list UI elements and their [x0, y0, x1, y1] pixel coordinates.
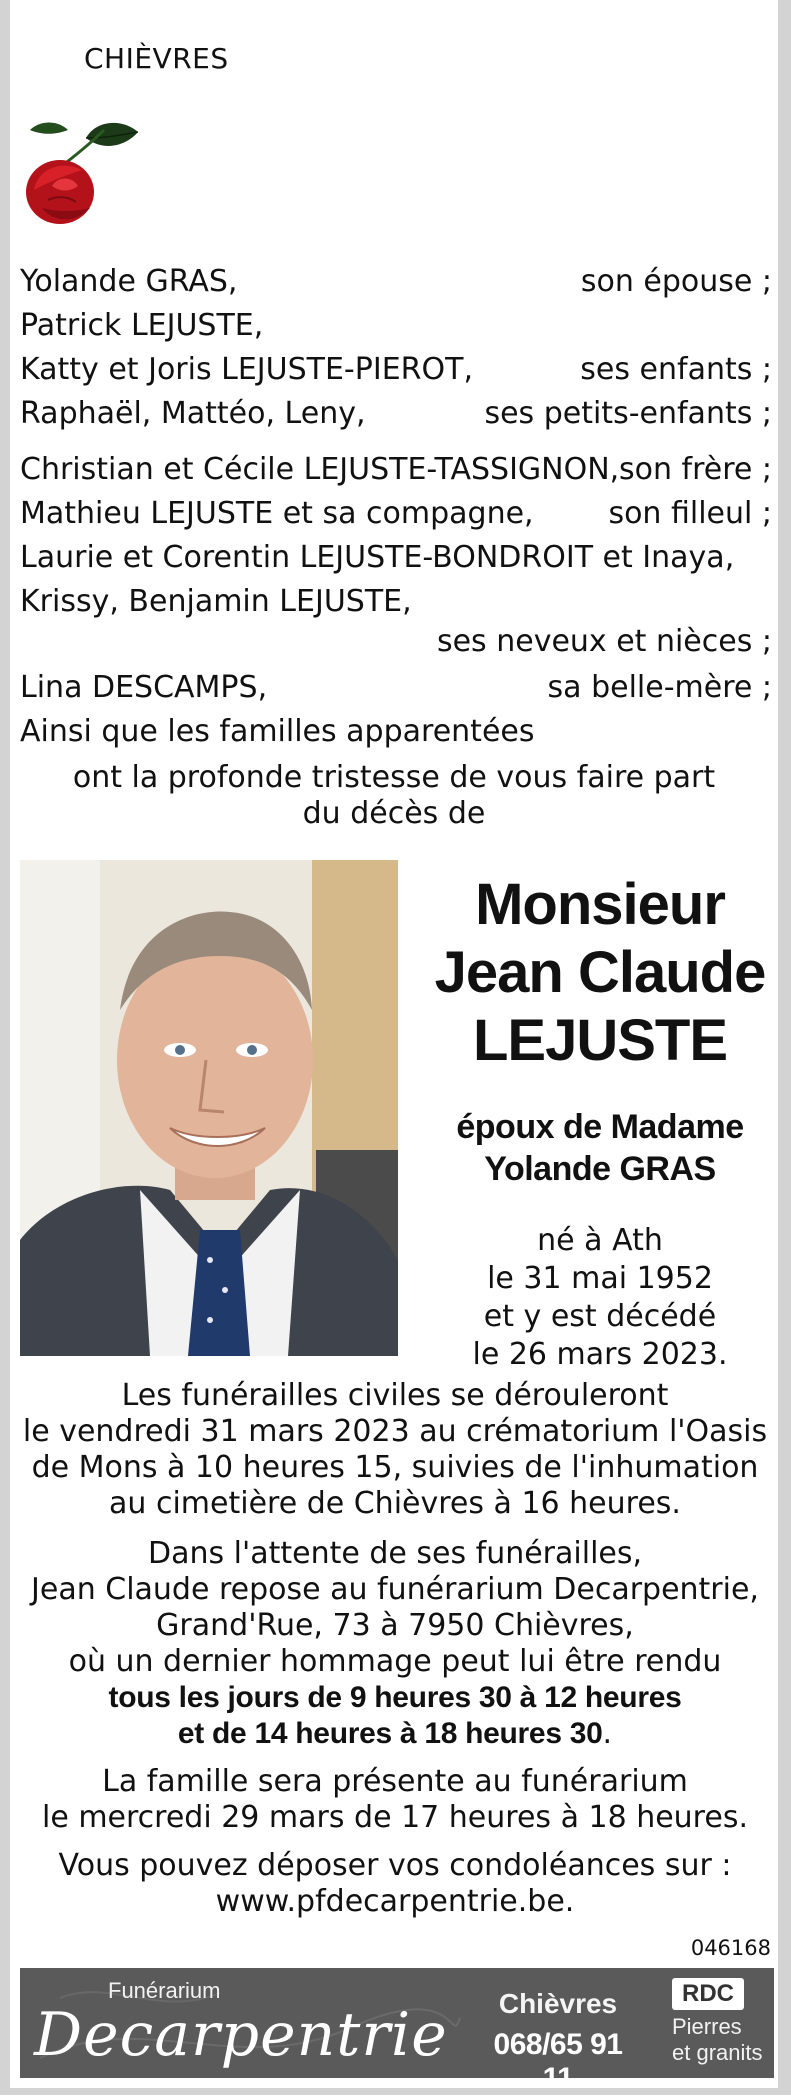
funeral-home-phone[interactable]: 068/65 91 11 — [493, 2028, 623, 2095]
funeral-home-town: Chièvres — [498, 1988, 618, 2019]
relative-name: Patrick LEJUSTE, — [20, 308, 264, 343]
relative-row — [20, 666, 772, 710]
rose-icon — [22, 112, 142, 242]
funeral-info: Les funérailles civiles se dérouleront — [121, 1378, 669, 1413]
relative-role: son épouse ; — [580, 264, 772, 299]
relative-row — [20, 492, 772, 536]
death-line: le 26 mars 2023. — [472, 1337, 728, 1372]
deceased-first-name: Jean Claude — [434, 940, 766, 1005]
visiting-hours — [10, 1716, 780, 1752]
relative-row — [20, 348, 772, 392]
family-info: le mercredi 29 mars de 17 heures à 18 heures. — [42, 1800, 748, 1835]
town-heading: CHIÈVRES — [84, 42, 229, 75]
relative-row — [20, 392, 772, 436]
funeral-info: le vendredi 31 mars 2023 au crématorium l'Oasis — [22, 1414, 768, 1449]
announcement-line: du décès de — [302, 796, 486, 831]
announcement-line: ont la profonde tristesse de vous faire part — [72, 760, 716, 795]
rest-info: Jean Claude repose au funérarium Decarpentrie, — [31, 1572, 759, 1607]
bottom-border — [0, 2088, 791, 2095]
rest-info: Grand'Rue, 73 à 7950 Chièvres, — [156, 1608, 634, 1643]
visiting-hours-end: . — [602, 1716, 613, 1751]
stones-label: Pierres — [672, 2014, 742, 2039]
granite-label: et granits — [672, 2040, 763, 2065]
portrait-photo — [20, 860, 398, 1356]
relative-row — [20, 580, 772, 624]
relative-name: Laurie et Corentin LEJUSTE-BONDROIT et Inaya, — [20, 540, 735, 575]
relative-row — [20, 304, 772, 348]
birth-line: né à Ath — [537, 1223, 663, 1258]
condolences-link[interactable]: www.pfdecarpentrie.be. — [215, 1884, 575, 1919]
rest-info: Dans l'attente de ses funérailles, — [147, 1536, 643, 1571]
left-border — [0, 0, 10, 2095]
rdc-badge: RDC — [672, 1978, 744, 2010]
funeral-home-name: Decarpentrie — [34, 2000, 448, 2070]
spouse-line: Yolande GRAS — [484, 1150, 716, 1188]
relative-role: son frère ; — [618, 452, 772, 487]
relative-name: Ainsi que les familles apparentées — [20, 714, 535, 749]
funeral-home-banner — [20, 1968, 774, 2095]
relative-name: Lina DESCAMPS, — [20, 670, 268, 705]
funeral-home-subtitle: Funérarium — [108, 1978, 221, 2003]
relative-row — [20, 448, 772, 492]
relative-role: son filleul ; — [608, 496, 772, 531]
family-info: La famille sera présente au funérarium — [102, 1764, 688, 1799]
visiting-hours: tous les jours de 9 heures 30 à 12 heures — [108, 1681, 682, 1714]
relative-row — [20, 536, 772, 580]
relative-row — [20, 710, 772, 754]
relative-role: ses petits-enfants ; — [484, 396, 772, 431]
relative-role: ses enfants ; — [580, 352, 772, 387]
reference-number: 046168 — [690, 1936, 771, 1960]
birth-line: le 31 mai 1952 — [487, 1261, 713, 1296]
relative-name: Katty et Joris LEJUSTE-PIEROT, — [20, 352, 473, 387]
deceased-last-name: LEJUSTE — [472, 1008, 728, 1073]
rest-info: où un dernier hommage peut lui être rendu — [68, 1644, 722, 1679]
funeral-info: au cimetière de Chièvres à 16 heures. — [109, 1486, 681, 1521]
death-line: et y est décédé — [483, 1299, 717, 1334]
relative-name: Krissy, Benjamin LEJUSTE, — [20, 584, 412, 619]
funeral-info: de Mons à 10 heures 15, suivies de l'inhumation — [31, 1450, 759, 1485]
relative-name: Mathieu LEJUSTE et sa compagne, — [20, 496, 534, 531]
relative-role: ses neveux et nièces ; — [436, 624, 772, 659]
relative-name: Raphaël, Mattéo, Leny, — [20, 396, 366, 431]
visiting-hours-bold: et de 14 heures à 18 heures 30 — [177, 1717, 603, 1750]
spouse-line: époux de Madame — [456, 1108, 744, 1146]
relative-name: Christian et Cécile LEJUSTE-TASSIGNON, — [20, 452, 620, 487]
relative-name: Yolande GRAS, — [20, 264, 238, 299]
condolences-info: Vous pouvez déposer vos condoléances sur : — [58, 1848, 732, 1883]
relative-role: sa belle-mère ; — [547, 670, 772, 705]
deceased-title: Monsieur — [475, 872, 725, 937]
relative-row — [20, 260, 772, 304]
relative-row — [20, 620, 772, 664]
